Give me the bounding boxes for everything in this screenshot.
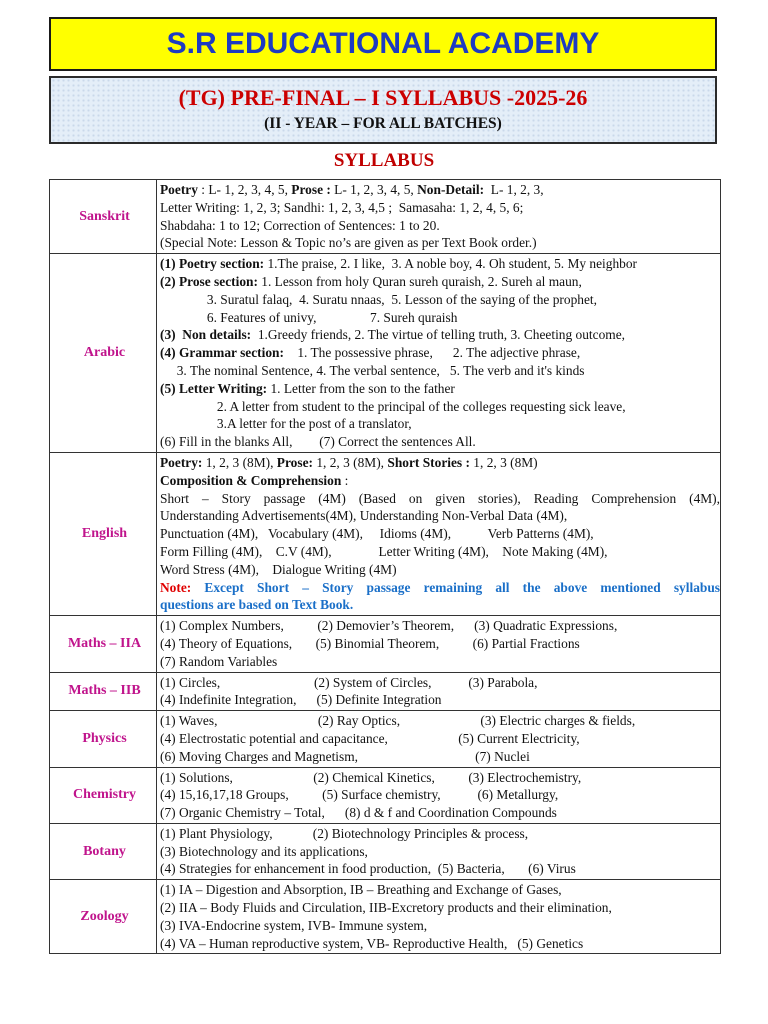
subject-details (157, 180, 721, 254)
detail-line: Understanding Advertisements(4M), Understanding Non-Verbal Data (4M), (160, 508, 568, 524)
detail-line: (6) Moving Charges and Magnetism, (7) Nuclei (160, 748, 530, 764)
detail-line: (Special Note: Lesson & Topic no’s are given as per Text Book order.) (160, 235, 537, 251)
detail-line: 2. A letter from student to the principal of the colleges requesting sick leave, (160, 398, 626, 414)
detail-line: (2) Prose section: 1. Lesson from holy Quran sureh quraish, 2. Sureh al maun, (160, 273, 582, 289)
detail-line: (1) Circles, (2) System of Circles, (3) Parabola, (160, 674, 538, 690)
note-line: questions are based on Text Book. (160, 597, 354, 613)
detail-line: (4) 15,16,17,18 Groups, (5) Surface chemistry, (6) Metallurgy, (160, 787, 559, 803)
detail-line: (4) VA – Human reproductive system, VB- Reproductive Health, (5) Genetics (160, 935, 584, 951)
exam-title-box (49, 76, 717, 144)
detail-line: (3) Biotechnology and its applications, (160, 843, 368, 859)
detail-line: (6) Fill in the blanks All, (7) Correct the sentences All. (160, 434, 476, 450)
detail-line: Form Filling (4M), C.V (4M), Letter Writing (4M), Note Making (4M), (160, 543, 608, 559)
detail-line: Poetry: 1, 2, 3 (8M), Prose: 1, 2, 3 (8M), Short Stories : 1, 2, 3 (8M) (160, 454, 538, 470)
detail-line: (1) Waves, (2) Ray Optics, (3) Electric charges & fields, (160, 713, 636, 729)
table-row-chemistry (50, 767, 721, 823)
subject-details (157, 254, 721, 453)
subject-details (157, 823, 721, 879)
detail-line: Word Stress (4M), Dialogue Writing (4M) (160, 561, 397, 577)
table-row-physics (50, 711, 721, 767)
detail-line: (4) Indefinite Integration, (5) Definite Integration (160, 692, 442, 708)
detail-line: Shabdaha: 1 to 12; Correction of Sentences: 1 to 20. (160, 217, 440, 233)
note-label: Note: (160, 579, 192, 595)
detail-line: (1) Complex Numbers, (2) Demovier’s Theorem, (3) Quadratic Expressions, (160, 618, 618, 634)
detail-line: (4) Electrostatic potential and capacitance, (5) Current Electricity, (160, 730, 580, 746)
table-row-zoology (50, 880, 721, 954)
subject-details (157, 711, 721, 767)
batch-label: (II - YEAR – FOR ALL BATCHES) (264, 115, 502, 132)
subject-details (157, 672, 721, 711)
syllabus-table (49, 179, 721, 954)
subject-details (157, 767, 721, 823)
academy-banner (49, 17, 717, 71)
detail-line: Poetry : L- 1, 2, 3, 4, 5, Prose : L- 1, 2, 3, 4, 5, Non-Detail: L- 1, 2, 3, (160, 182, 544, 197)
detail-line: 3.A letter for the post of a translator, (160, 416, 412, 432)
academy-name: S.R EDUCATIONAL ACADEMY (166, 27, 600, 60)
detail-line: Short – Story passage (4M) (Based on given stories), Reading Comprehension (4M), (160, 490, 720, 506)
subject-name: Zoology (50, 880, 157, 954)
note-line: Note: Except Short – Story passage remaining all the above mentioned syllabus (160, 579, 720, 595)
subject-name: Chemistry (50, 767, 157, 823)
subject-details (157, 452, 721, 615)
syllabus-heading: SYLLABUS (333, 150, 435, 171)
table-row-arabic (50, 254, 721, 453)
detail-line: (1) Poetry section: 1.The praise, 2. I like, 3. A noble boy, 4. Oh student, 5. My neighbor (160, 256, 638, 272)
subject-name: Maths – IIA (50, 616, 157, 672)
table-row-maths-iia (50, 616, 721, 672)
subject-name: Physics (50, 711, 157, 767)
detail-line: 3. The nominal Sentence, 4. The verbal sentence, 5. The verb and it's kinds (160, 362, 585, 378)
subject-details (157, 880, 721, 954)
detail-line: Composition & Comprehension : (160, 472, 349, 488)
detail-line: (3) Non details: 1.Greedy friends, 2. The virtue of telling truth, 3. Cheeting outcome, (160, 327, 625, 343)
table-row-botany (50, 823, 721, 879)
subject-name: Arabic (50, 254, 157, 453)
detail-line: (1) Plant Physiology, (2) Biotechnology Principles & process, (160, 825, 529, 841)
table-row-maths-iib (50, 672, 721, 711)
subject-name: Sanskrit (50, 180, 157, 254)
detail-line: (1) IA – Digestion and Absorption, IB – Breathing and Exchange of Gases, (160, 882, 562, 898)
table-row-sanskrit (50, 180, 721, 254)
exam-title: (TG) PRE-FINAL – I SYLLABUS -2025-26 (178, 85, 588, 110)
detail-line: (1) Solutions, (2) Chemical Kinetics, (3) Electrochemistry, (160, 769, 582, 785)
detail-line: (5) Letter Writing: 1. Letter from the son to the father (160, 380, 455, 396)
detail-line: Punctuation (4M), Vocabulary (4M), Idioms (4M), Verb Patterns (4M), (160, 526, 594, 542)
detail-line: (3) IVA-Endocrine system, IVB- Immune system, (160, 917, 428, 933)
detail-line: Letter Writing: 1, 2, 3; Sandhi: 1, 2, 3, 4,5 ; Samasaha: 1, 2, 4, 5, 6; (160, 199, 524, 215)
detail-line: (7) Organic Chemistry – Total, (8) d & f and Coordination Compounds (160, 805, 557, 821)
detail-line: (4) Theory of Equations, (5) Binomial Theorem, (6) Partial Fractions (160, 635, 580, 651)
detail-line: 6. Features of univy, 7. Sureh quraish (160, 309, 458, 325)
subject-name: Botany (50, 823, 157, 879)
detail-line: (2) IIA – Body Fluids and Circulation, IIB-Excretory products and their elimination, (160, 900, 612, 916)
detail-line: (4) Strategies for enhancement in food production, (5) Bacteria, (6) Virus (160, 861, 576, 877)
detail-line: (4) Grammar section: 1. The possessive phrase, 2. The adjective phrase, (160, 345, 581, 361)
subject-name: Maths – IIB (50, 672, 157, 711)
subject-name: English (50, 452, 157, 615)
detail-line: (7) Random Variables (160, 653, 278, 669)
table-row-english (50, 452, 721, 615)
subject-details (157, 616, 721, 672)
detail-line: 3. Suratul falaq, 4. Suratu nnaas, 5. Lesson of the saying of the prophet, (160, 291, 597, 307)
